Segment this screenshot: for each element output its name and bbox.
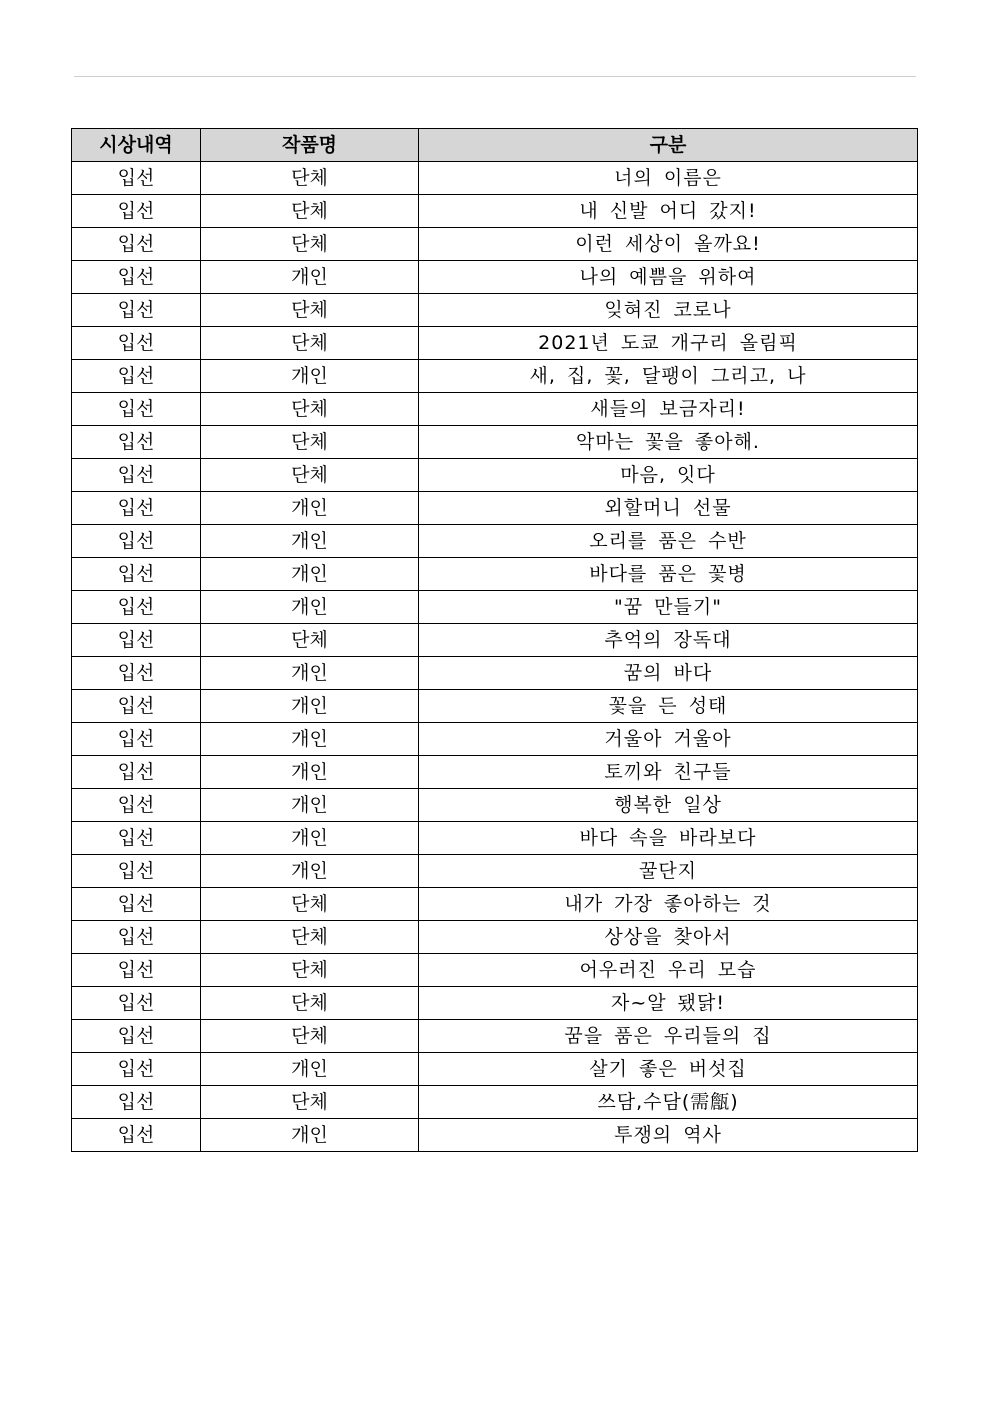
cell-title: 너의 이름은 [419, 162, 918, 195]
cell-type: 개인 [201, 591, 419, 624]
cell-award: 입선 [72, 1053, 201, 1086]
cell-award: 입선 [72, 822, 201, 855]
cell-title: 새, 집, 꽃, 달팽이 그리고, 나 [419, 360, 918, 393]
header-work-name: 작품명 [201, 129, 419, 162]
cell-type: 단체 [201, 228, 419, 261]
cell-award: 입선 [72, 624, 201, 657]
cell-award: 입선 [72, 888, 201, 921]
table-row [72, 1053, 918, 1086]
table-row [72, 1020, 918, 1053]
cell-type: 단체 [201, 459, 419, 492]
cell-type: 개인 [201, 756, 419, 789]
table-row [72, 954, 918, 987]
cell-type: 개인 [201, 789, 419, 822]
table-row [72, 162, 918, 195]
cell-title: 꿈을 품은 우리들의 집 [419, 1020, 918, 1053]
table-row [72, 921, 918, 954]
table-row [72, 855, 918, 888]
cell-type: 단체 [201, 987, 419, 1020]
cell-type: 단체 [201, 393, 419, 426]
cell-title: 오리를 품은 수반 [419, 525, 918, 558]
cell-title: 마음, 잇다 [419, 459, 918, 492]
table-row [72, 789, 918, 822]
table-row [72, 360, 918, 393]
awards-table [71, 128, 918, 1152]
cell-type: 단체 [201, 954, 419, 987]
cell-title: 투쟁의 역사 [419, 1119, 918, 1152]
cell-type: 단체 [201, 327, 419, 360]
table-row [72, 228, 918, 261]
cell-title: 외할머니 선물 [419, 492, 918, 525]
cell-award: 입선 [72, 459, 201, 492]
table-row [72, 492, 918, 525]
cell-award: 입선 [72, 954, 201, 987]
table-row [72, 294, 918, 327]
header-category: 구분 [419, 129, 918, 162]
header-award: 시상내역 [72, 129, 201, 162]
table-row [72, 756, 918, 789]
cell-type: 개인 [201, 1119, 419, 1152]
cell-award: 입선 [72, 921, 201, 954]
cell-type: 개인 [201, 558, 419, 591]
cell-title: 잊혀진 코로나 [419, 294, 918, 327]
top-rule [74, 76, 916, 77]
cell-type: 개인 [201, 690, 419, 723]
cell-type: 개인 [201, 822, 419, 855]
cell-title: 꽃을 든 성태 [419, 690, 918, 723]
table-row [72, 690, 918, 723]
cell-award: 입선 [72, 393, 201, 426]
header-row [72, 129, 918, 162]
cell-title: 나의 예쁨을 위하여 [419, 261, 918, 294]
cell-type: 단체 [201, 294, 419, 327]
table-row [72, 591, 918, 624]
table-header [72, 129, 918, 162]
table-row [72, 1086, 918, 1119]
cell-title: 새들의 보금자리! [419, 393, 918, 426]
cell-award: 입선 [72, 492, 201, 525]
cell-award: 입선 [72, 756, 201, 789]
cell-title: 내 신발 어디 갔지! [419, 195, 918, 228]
cell-type: 단체 [201, 1020, 419, 1053]
cell-title: 토끼와 친구들 [419, 756, 918, 789]
cell-award: 입선 [72, 657, 201, 690]
cell-award: 입선 [72, 228, 201, 261]
cell-award: 입선 [72, 591, 201, 624]
cell-award: 입선 [72, 855, 201, 888]
cell-award: 입선 [72, 261, 201, 294]
cell-award: 입선 [72, 195, 201, 228]
cell-award: 입선 [72, 690, 201, 723]
cell-type: 단체 [201, 1086, 419, 1119]
cell-award: 입선 [72, 360, 201, 393]
table-row [72, 195, 918, 228]
cell-award: 입선 [72, 1020, 201, 1053]
table-row [72, 1119, 918, 1152]
cell-title: 어우러진 우리 모습 [419, 954, 918, 987]
cell-title: 바다 속을 바라보다 [419, 822, 918, 855]
table-row [72, 459, 918, 492]
table-row [72, 888, 918, 921]
cell-type: 개인 [201, 525, 419, 558]
cell-title: 추억의 장독대 [419, 624, 918, 657]
cell-title: 쓰담,수담(需甔) [419, 1086, 918, 1119]
cell-title: "꿈 만들기" [419, 591, 918, 624]
table-row [72, 261, 918, 294]
cell-type: 단체 [201, 921, 419, 954]
table-row [72, 822, 918, 855]
cell-title: 꿀단지 [419, 855, 918, 888]
cell-title: 2021년 도쿄 개구리 올림픽 [419, 327, 918, 360]
cell-type: 개인 [201, 492, 419, 525]
cell-type: 개인 [201, 723, 419, 756]
table-row [72, 525, 918, 558]
cell-type: 단체 [201, 162, 419, 195]
table-row [72, 987, 918, 1020]
table-body [72, 162, 918, 1152]
cell-award: 입선 [72, 1119, 201, 1152]
cell-award: 입선 [72, 426, 201, 459]
cell-award: 입선 [72, 789, 201, 822]
cell-type: 단체 [201, 426, 419, 459]
cell-title: 꿈의 바다 [419, 657, 918, 690]
cell-title: 상상을 찾아서 [419, 921, 918, 954]
table-row [72, 426, 918, 459]
cell-award: 입선 [72, 723, 201, 756]
table-row [72, 657, 918, 690]
cell-award: 입선 [72, 294, 201, 327]
cell-type: 개인 [201, 360, 419, 393]
cell-title: 이런 세상이 올까요! [419, 228, 918, 261]
cell-type: 단체 [201, 888, 419, 921]
cell-title: 바다를 품은 꽃병 [419, 558, 918, 591]
cell-title: 거울아 거울아 [419, 723, 918, 756]
cell-title: 악마는 꽃을 좋아해. [419, 426, 918, 459]
cell-award: 입선 [72, 1086, 201, 1119]
cell-award: 입선 [72, 327, 201, 360]
cell-type: 단체 [201, 195, 419, 228]
cell-type: 개인 [201, 261, 419, 294]
cell-award: 입선 [72, 162, 201, 195]
cell-type: 단체 [201, 624, 419, 657]
cell-type: 개인 [201, 855, 419, 888]
table-row [72, 393, 918, 426]
cell-title: 행복한 일상 [419, 789, 918, 822]
cell-title: 자~알 됐닭! [419, 987, 918, 1020]
cell-award: 입선 [72, 987, 201, 1020]
table-row [72, 624, 918, 657]
cell-type: 개인 [201, 657, 419, 690]
cell-title: 내가 가장 좋아하는 것 [419, 888, 918, 921]
cell-award: 입선 [72, 525, 201, 558]
table-row [72, 723, 918, 756]
cell-type: 개인 [201, 1053, 419, 1086]
table-row [72, 327, 918, 360]
table-row [72, 558, 918, 591]
cell-award: 입선 [72, 558, 201, 591]
cell-title: 살기 좋은 버섯집 [419, 1053, 918, 1086]
